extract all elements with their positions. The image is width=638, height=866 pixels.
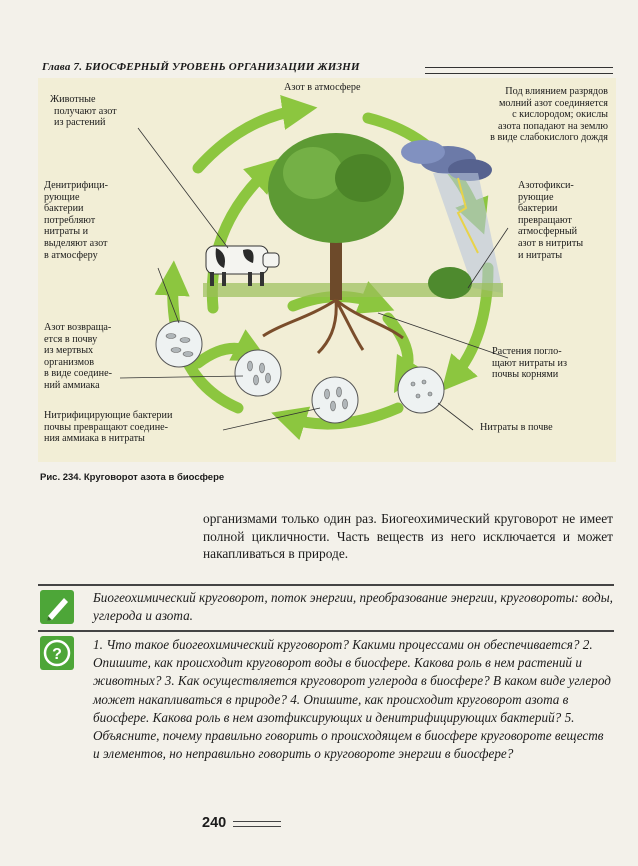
svg-text:?: ? [52,646,62,663]
chapter-header [40,58,615,78]
bacteria-circle-nitrifying-1 [235,350,281,396]
bacteria-circle-ammonia [156,321,202,367]
label-fixing: Азотофикси- рующие бактерии превращают атмосферный азот в нитриты и нитраты [518,180,584,261]
label-animals: Животные получают азот из растений [50,94,117,129]
arrow-plants [388,318,408,378]
keywords-text: Биогеохимический круговорот, поток энергии, преобразование энергии, круговороты: воды, углерода и азота. [93,590,613,624]
header-rule [425,67,613,74]
bacteria-circle-nitrifying-2 [312,377,358,423]
figure-caption-text: Круговорот азота в биосфере [83,472,225,483]
page-number-rule [233,821,281,827]
questions-text: 1. Что такое биогеохимический круговорот? Какими процессами он обеспечивается? 2. Опишите, как происходит круговорот воды в биосфере. Какова роль в нем растений и животных? 3. Как осуществляется круговорот углерода в биосфере? В каком виде углерод может накапливаться в природе? 4. Опишите, как происходит круговорот азота в биосфере. Какова роль в нем азотфиксирующих и денитрифицирующих бактерий? 5. Объясните, почему правильно говорить о происходящем в биосфере круговороте веществ и элементов, но неправильно говорить о круговороте энергии в биосфере? [93,637,611,762]
label-nitrifying: Нитрифицирующие бактерии почвы превращают соедине- ния аммиака в нитраты [44,410,173,445]
label-denitrifying: Денитрифици- рующие бактерии потребляют нитраты и выделяют азот в атмосферу [44,180,108,261]
question-icon [40,636,74,670]
label-plants: Растения погло- щают нитраты из почвы корнями [492,346,567,381]
bacteria-circle-nitrates [398,367,444,413]
label-atmosphere: Азот в атмосфере [284,82,361,93]
figure-caption [40,472,224,483]
label-lightning: Под влиянием разрядов молний азот соединяется с кислородом; окислы азота попадают на землю в виде слабокислого дождя [490,86,608,144]
chapter-title: Глава 7. БИОСФЕРНЫЙ УРОВЕНЬ ОРГАНИЗАЦИИ ЖИЗНИ [42,61,360,73]
keywords-box [38,584,614,631]
label-returns: Азот возвраща- ется в почву из мертвых организмов в виде соедине- ний аммиака [44,322,112,391]
pencil-icon [40,590,74,624]
page-number: 240 [202,815,227,831]
figure-number: Рис. 234. [40,472,82,483]
tree-illustration [263,133,404,353]
questions-box [38,630,614,802]
body-paragraph: организмами только один раз. Биогеохимический круговорот не имеет полной цикличности. Часть веществ из него исключается и может накапливаться в природе. [203,511,613,561]
label-soil-nitrates: Нитраты в почве [480,422,553,433]
nitrogen-cycle-figure [38,78,616,462]
